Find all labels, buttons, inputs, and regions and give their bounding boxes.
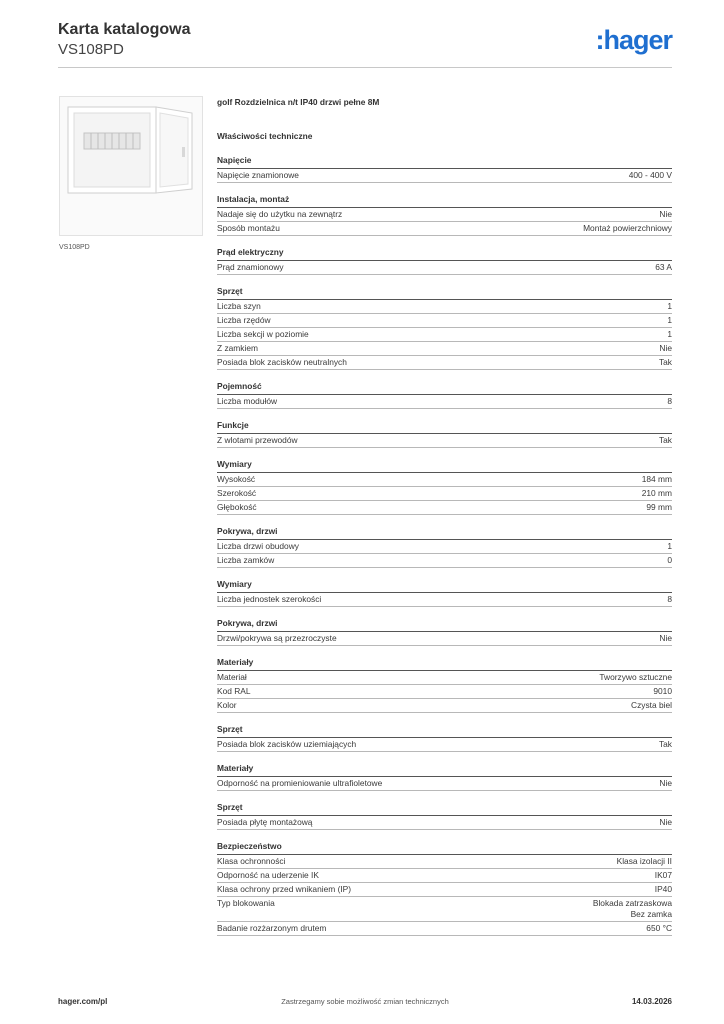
spec-value: Tworzywo sztuczne: [599, 672, 672, 682]
section-title: Funkcje: [217, 420, 672, 434]
spec-label: Szerokość: [217, 488, 257, 498]
spec-label: Liczba rzędów: [217, 315, 271, 325]
section-title: Prąd elektryczny: [217, 247, 672, 261]
spec-value: Czysta biel: [631, 700, 672, 710]
spec-label: Odporność na uderzenie IK: [217, 870, 319, 880]
section-title: Pokrywa, drzwi: [217, 526, 672, 540]
header-divider: [58, 67, 672, 68]
spec-label: Liczba drzwi obudowy: [217, 541, 299, 551]
spec-label: Głębokość: [217, 502, 257, 512]
spec-section: [217, 724, 672, 752]
spec-value: 8: [667, 594, 672, 604]
spec-value: Nie: [659, 778, 672, 788]
spec-row: [217, 540, 672, 554]
spec-section: [217, 618, 672, 646]
spec-row: [217, 434, 672, 448]
spec-row: [217, 738, 672, 752]
spec-value: 184 mm: [641, 474, 672, 484]
spec-value: Nie: [659, 817, 672, 827]
spec-value: IK07: [654, 870, 672, 880]
spec-value: 1: [667, 315, 672, 325]
spec-row: [217, 314, 672, 328]
spec-label: Sposób montażu: [217, 223, 280, 233]
spec-value: 0: [667, 555, 672, 565]
footer-website: hager.com/pl: [58, 997, 108, 1006]
spec-label: Odporność na promieniowanie ultrafioletowe: [217, 778, 383, 788]
section-title: Wymiary: [217, 579, 672, 593]
spec-row: [217, 222, 672, 236]
spec-row: [217, 922, 672, 936]
section-title: Pokrywa, drzwi: [217, 618, 672, 632]
spec-label: Prąd znamionowy: [217, 262, 284, 272]
spec-section: [217, 526, 672, 568]
spec-label: Wysokość: [217, 474, 256, 484]
spec-value: 1: [667, 541, 672, 551]
section-title: Napięcie: [217, 155, 672, 169]
section-title: Instalacja, montaż: [217, 194, 672, 208]
spec-section: [217, 194, 672, 236]
spec-label: Napięcie znamionowe: [217, 170, 299, 180]
spec-row: [217, 816, 672, 830]
spec-value: Nie: [659, 209, 672, 219]
spec-row: [217, 342, 672, 356]
spec-label: Z wlotami przewodów: [217, 435, 298, 445]
spec-value: Nie: [659, 343, 672, 353]
section-title: Materiały: [217, 763, 672, 777]
spec-row: [217, 487, 672, 501]
properties-heading: Właściwości techniczne: [217, 131, 313, 141]
spec-section: [217, 155, 672, 183]
spec-row: [217, 501, 672, 515]
spec-value: 9010: [653, 686, 672, 696]
spec-label: Kolor: [217, 700, 237, 710]
spec-label: Liczba jednostek szerokości: [217, 594, 322, 604]
spec-section: [217, 657, 672, 713]
spec-row: [217, 208, 672, 222]
spec-label: Posiada płytę montażową: [217, 817, 313, 827]
spec-row: [217, 169, 672, 183]
spec-row: [217, 632, 672, 646]
spec-row: [217, 261, 672, 275]
product-code: VS108PD: [58, 41, 124, 58]
spec-row: [217, 300, 672, 314]
spec-value: Tak: [658, 435, 672, 445]
spec-label: Z zamkiem: [217, 343, 258, 353]
spec-row: [217, 473, 672, 487]
spec-content: [217, 96, 672, 936]
section-title: Pojemność: [217, 381, 672, 395]
section-title: Bezpieczeństwo: [217, 841, 672, 855]
spec-value: IP40: [654, 884, 672, 894]
spec-value: Blokada zatrzaskowa Bez zamka: [592, 898, 672, 919]
spec-section: [217, 763, 672, 791]
hager-logo: :hager: [595, 25, 672, 55]
spec-value: 650 °C: [646, 923, 672, 933]
spec-value: Tak: [658, 739, 672, 749]
spec-label: Liczba sekcji w poziomie: [217, 329, 309, 339]
spec-value: 99 mm: [646, 502, 672, 512]
spec-value: Tak: [658, 357, 672, 367]
spec-value: Klasa izolacji II: [616, 856, 672, 866]
spec-label: Liczba szyn: [217, 301, 261, 311]
spec-section: [217, 459, 672, 515]
spec-section: [217, 247, 672, 275]
spec-value: Nie: [659, 633, 672, 643]
spec-label: Typ blokowania: [217, 898, 275, 908]
spec-value: 1: [667, 329, 672, 339]
section-title: Sprzęt: [217, 802, 672, 816]
spec-value: 1: [667, 301, 672, 311]
spec-label: Materiał: [217, 672, 247, 682]
spec-label: Posiada blok zacisków uziemiających: [217, 739, 357, 749]
spec-section: [217, 381, 672, 409]
enclosure-illustration: [60, 97, 202, 235]
spec-section: [217, 841, 672, 936]
spec-row: [217, 395, 672, 409]
document-header: [58, 20, 190, 59]
footer-date: 14.03.2026: [631, 997, 672, 1006]
spec-row: [217, 855, 672, 869]
spec-section: [217, 802, 672, 830]
spec-label: Drzwi/pokrywa są przezroczyste: [217, 633, 337, 643]
spec-value: 8: [667, 396, 672, 406]
section-title: Sprzęt: [217, 724, 672, 738]
spec-row: [217, 593, 672, 607]
spec-row: [217, 328, 672, 342]
spec-section: [217, 286, 672, 370]
spec-label: Liczba zamków: [217, 555, 275, 565]
spec-row: [217, 685, 672, 699]
spec-label: Klasa ochronności: [217, 856, 286, 866]
footer-disclaimer: Zastrzegamy sobie możliwość zmian technicznych: [281, 997, 449, 1006]
section-title: Wymiary: [217, 459, 672, 473]
spec-label: Nadaje się do użytku na zewnątrz: [217, 209, 343, 219]
spec-value: 210 mm: [641, 488, 672, 498]
spec-label: Klasa ochrony przed wnikaniem (IP): [217, 884, 352, 894]
spec-row: [217, 699, 672, 713]
spec-label: Posiada blok zacisków neutralnych: [217, 357, 347, 367]
spec-section: [217, 579, 672, 607]
image-caption: VS108PD: [59, 244, 90, 251]
spec-row: [217, 869, 672, 883]
spec-row: [217, 356, 672, 370]
spec-row: [217, 554, 672, 568]
spec-sections: [217, 155, 672, 936]
spec-row: [217, 777, 672, 791]
product-image: [59, 96, 203, 236]
spec-row: [217, 883, 672, 897]
spec-value: 400 - 400 V: [628, 170, 672, 180]
spec-value: Montaż powierzchniowy: [583, 223, 672, 233]
product-description: golf Rozdzielnica n/t IP40 drzwi pełne 8M: [217, 97, 380, 107]
section-title: Materiały: [217, 657, 672, 671]
spec-section: [217, 420, 672, 448]
spec-label: Liczba modułów: [217, 396, 278, 406]
spec-value: 63 A: [655, 262, 672, 272]
spec-label: Badanie rozżarzonym drutem: [217, 923, 327, 933]
spec-row: [217, 671, 672, 685]
spec-label: Kod RAL: [217, 686, 251, 696]
spec-row: [217, 897, 672, 922]
page-title: Karta katalogowa: [58, 21, 191, 38]
section-title: Sprzęt: [217, 286, 672, 300]
